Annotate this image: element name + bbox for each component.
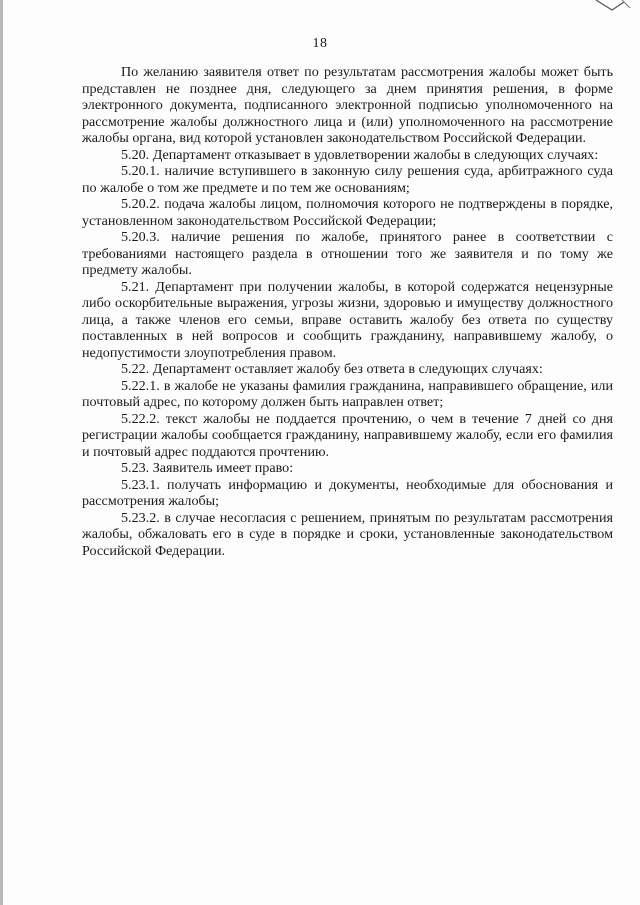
paragraph-5-21: 5.21. Департамент при получении жалобы, в которой содержатся нецензурные либо оскорбительные выражения, угрозы жизни, здоровью и имуществу должностного лица, а также членов его семьи, вправе оставить жалобу без ответа по существу поставленных в ней вопросов и сообщить гражданину, направившему жалобу, о недопустимости злоупотребления правом. <box>82 278 613 361</box>
paragraph-5-23-2: 5.23.2. в случае несогласия с решением, принятым по результатам рассмотрения жалобы, обжаловать его в суде в порядке и сроки, установленные законодательством Российской Федерации. <box>82 509 613 559</box>
paragraph-reply-format: По желанию заявителя ответ по результатам рассмотрения жалобы может быть представлен не позднее дня, следующего за днем принятия решения, в форме электронного документа, подписанного электронной подписью уполномоченного на рассмотрение жалобы должностного лица и (или) уполномоченного на рассмотрение жалобы органа, вид которой установлен законодательством Российской Федерации. <box>82 64 613 146</box>
paragraph-5-20-3: 5.20.3. наличие решения по жалобе, принятого ранее в соответствии с требованиями настоящего раздела в отношении того же заявителя и по тому же предмету жалобы. <box>82 229 613 278</box>
scan-edge <box>0 0 3 905</box>
document-body <box>82 64 613 559</box>
paragraph-5-22: 5.22. Департамент оставляет жалобу без ответа в следующих случаях: <box>121 361 543 377</box>
paragraph-5-22-1: 5.22.1. в жалобе не указаны фамилия гражданина, направившего обращение, или почтовый адрес, по которому должен быть направлен ответ; <box>82 377 613 410</box>
paragraph-5-20-1: 5.20.1. наличие вступившего в законную силу решения суда, арбитражного суда по жалобе о том же предмете и по тем же основаниям; <box>82 163 613 196</box>
paragraph-5-23: 5.23. Заявитель имеет право: <box>121 460 294 476</box>
paragraph-5-20-2: 5.20.2. подача жалобы лицом, полномочия которого не подтверждены в порядке, установленном законодательством Российской Федерации; <box>82 196 613 229</box>
corner-scan-mark <box>592 0 632 14</box>
paragraph-5-23-1: 5.23.1. получать информацию и документы, необходимые для обоснования и рассмотрения жалобы; <box>82 476 613 509</box>
paragraph-5-20: 5.20. Департамент отказывает в удовлетворении жалобы в следующих случаях: <box>121 146 599 163</box>
paragraph-5-22-2: 5.22.2. текст жалобы не поддается прочтению, о чем в течение 7 дней со дня регистрации жалобы сообщается гражданину, направившему жалобу, если его фамилия и почтовый адрес поддаются прочтению. <box>82 410 613 460</box>
page-number: 18 <box>312 36 328 51</box>
